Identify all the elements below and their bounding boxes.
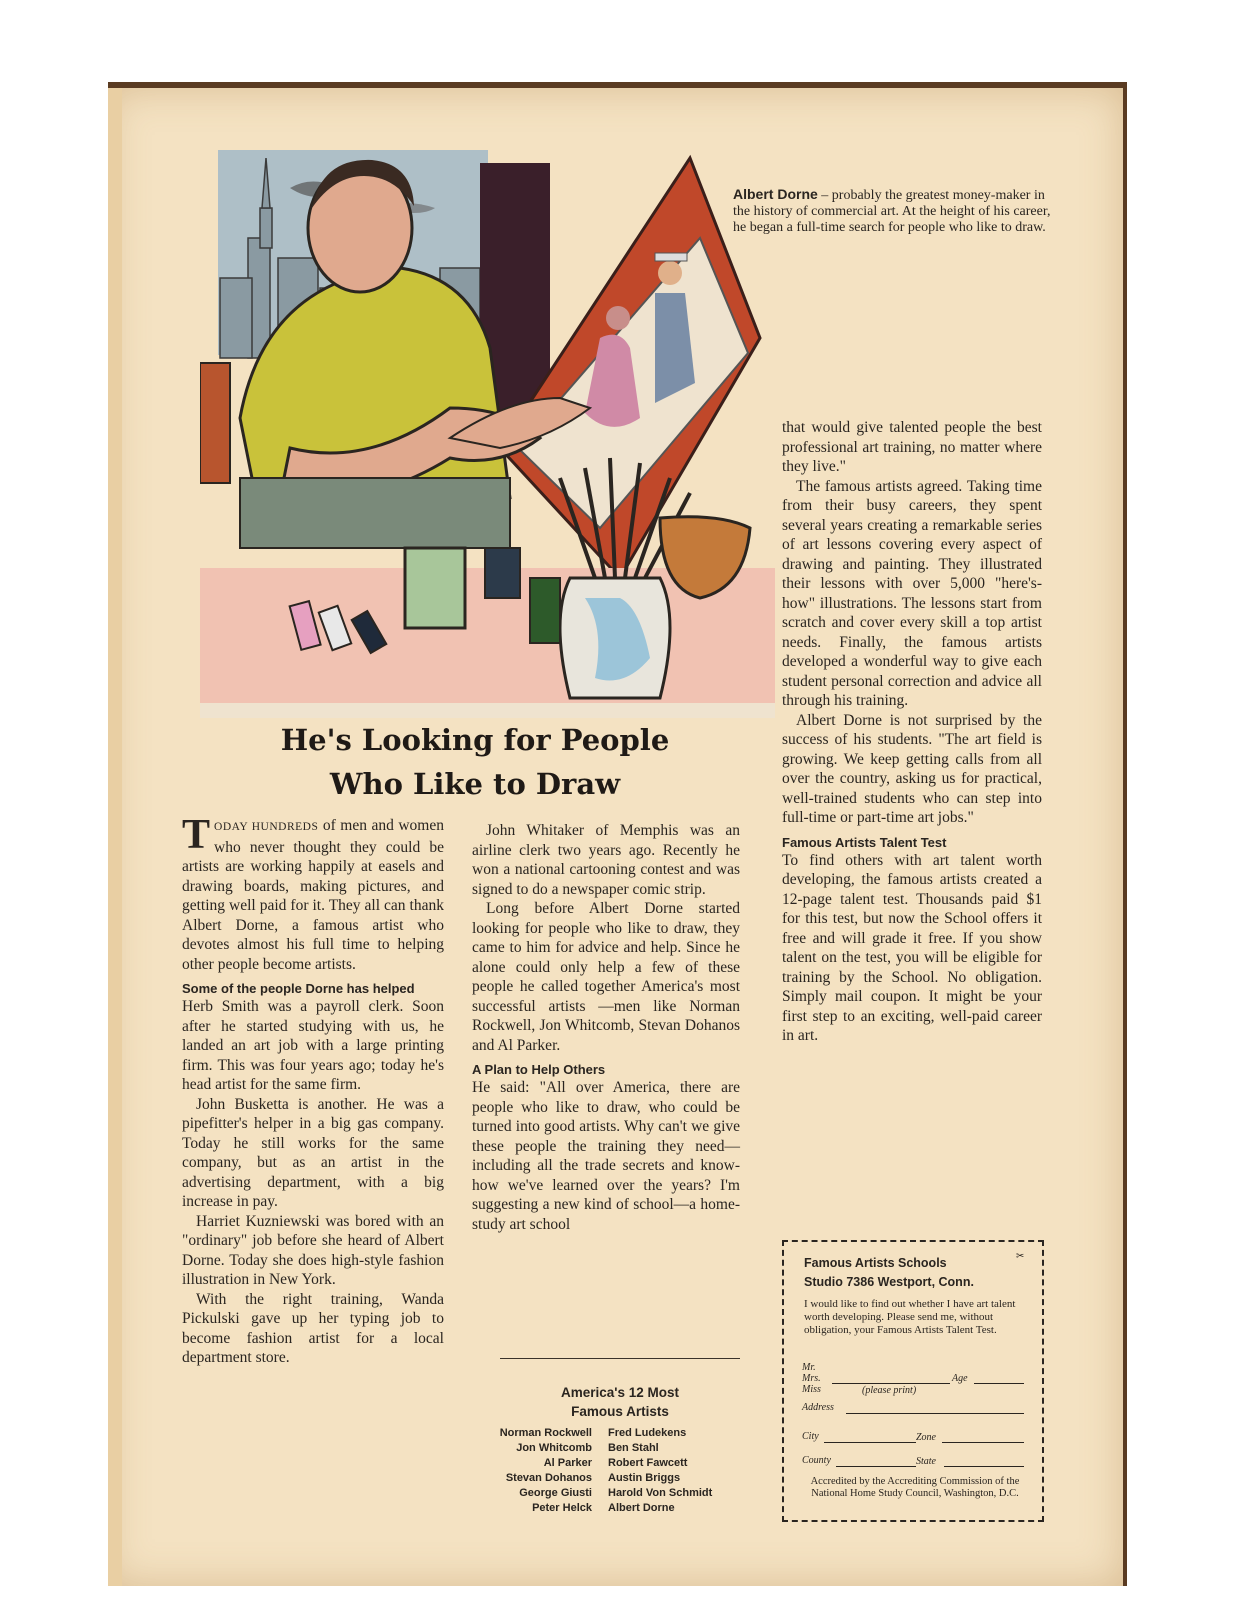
- artist-name: Austin Briggs: [608, 1472, 681, 1484]
- subhead-plan: A Plan to Help Others: [472, 1062, 606, 1077]
- text-column-3: [782, 418, 1042, 1046]
- famous-artists-title: [505, 1383, 735, 1421]
- caption-name: Albert Dorne: [733, 186, 818, 202]
- paragraph-wanda: With the right training, Wanda Pickulski gave up her typing job to become fashion artist for a local department store.: [182, 1290, 444, 1366]
- coupon-school-name: Famous Artists Schools: [804, 1256, 947, 1270]
- subhead-talent-test: Famous Artists Talent Test: [782, 834, 947, 850]
- paragraph-john-whitaker: John Whitaker of Memphis was an airline clerk two years ago. Recently he won a national cartooning contest and was signed to do a newspaper comic strip.: [472, 822, 740, 898]
- illustration-caption: [733, 186, 1063, 236]
- artist-name: Ben Stahl: [608, 1442, 659, 1454]
- ad-headline: [240, 718, 710, 806]
- address-field-line[interactable]: [846, 1413, 1024, 1414]
- coupon-body-text: I would like to find out whether I have art talent worth developing. Please send me, without obligation, your Famous Artists Talent Test.: [804, 1298, 1016, 1336]
- drop-cap: T: [182, 812, 211, 858]
- artist-illustration: [200, 148, 775, 718]
- field-mrs-label: Mrs.: [802, 1373, 821, 1384]
- field-city-label: City: [802, 1431, 819, 1442]
- paragraph-talent-test: To find others with art talent worth developing, the famous artists created a 12-page talent test. Thousands paid $1 for this test, but now the School offers it free and will grade it free. If you show talent on the test, you will be eligible for training by the School. No obligation. Simply mail coupon. It might be your first step to an exciting, well-paid career in art.: [782, 851, 1042, 1044]
- field-county-label: County: [802, 1455, 831, 1466]
- field-zone-label: Zone: [916, 1432, 936, 1443]
- zone-field-line[interactable]: [942, 1442, 1024, 1443]
- artist-name: George Giusti: [519, 1487, 592, 1499]
- artist-name: Al Parker: [543, 1457, 592, 1469]
- lead-small-caps: ODAY HUNDREDS: [214, 821, 319, 833]
- intro-rest: of men and women who never thought they could be artists are working happily at easels and drawing boards, making pictures, and getting well paid for it. They all can thank Albert Dorne, a famous artist who devotes almost his full time to helping other people become artists.: [182, 817, 444, 973]
- intro-paragraph: [182, 812, 444, 974]
- mail-coupon: [782, 1240, 1044, 1522]
- paragraph-john-busketta: John Busketta is another. He was a pipefitter's helper in a big gas company. Today he still works for the same company, but as an artist in the advertising department, with a big increase in pay.: [182, 1095, 444, 1210]
- paragraph-long-before: Long before Albert Dorne started looking for people who like to draw, they came to him for advice and help. Since he alone could only help a few of these people he called together America's most successful artists —men like Norman Rockwell, Jon Whitcomb, Stevan Dohanos and Al Parker.: [472, 900, 740, 1054]
- field-miss-label: Miss: [802, 1384, 821, 1395]
- famous-title-line-2: Famous Artists: [571, 1404, 669, 1419]
- subhead-people-helped: Some of the people Dorne has helped: [182, 981, 415, 996]
- state-field-line[interactable]: [944, 1466, 1024, 1467]
- field-address-label: Address: [802, 1402, 834, 1413]
- paragraph-he-said: He said: "All over America, there are people who like to draw, who could be turned into good artists. Why can't we give these people the training they need—including all the trade secrets and know-how we've learned over the years? I'm suggesting a new kind of school—a home-study art school: [472, 1079, 740, 1233]
- artist-name: Fred Ludekens: [608, 1427, 687, 1439]
- paragraph-herb-smith: Herb Smith was a payroll clerk. Soon after he started studying with us, he landed an art job with a large printing firm. This was four years ago; today he's head artist for the same firm.: [182, 998, 444, 1093]
- accreditation-text: Accredited by the Accrediting Commission of the National Home Study Council, Washington, D.C.: [810, 1476, 1020, 1499]
- scissors-icon: ✂: [1016, 1251, 1025, 1262]
- famous-title-line-1: America's 12 Most: [560, 1385, 679, 1400]
- field-print-note: (please print): [862, 1385, 917, 1396]
- artist-name: Jon Whitcomb: [516, 1442, 592, 1454]
- headline-line-2: Who Like to Draw: [329, 767, 621, 801]
- paragraph-harriet: Harriet Kuzniewski was bored with an "ordinary" job before she heard of Albert Dorne. Today she does high-style fashion illustration in New York.: [182, 1212, 444, 1288]
- headline-line-1: He's Looking for People: [280, 723, 670, 757]
- coupon-studio-address: Studio 7386 Westport, Conn.: [804, 1275, 974, 1289]
- field-age-label: Age: [952, 1373, 968, 1384]
- artist-name: Peter Helck: [532, 1502, 592, 1514]
- divider-rule: [500, 1358, 740, 1359]
- county-field-line[interactable]: [836, 1466, 916, 1467]
- artist-name: Robert Fawcett: [608, 1457, 688, 1469]
- city-field-line[interactable]: [824, 1442, 916, 1443]
- paragraph-continued: that would give talented people the best professional art training, no matter where they live.": [782, 419, 1042, 475]
- text-column-2: [472, 821, 740, 1234]
- text-column-1: [182, 812, 444, 1368]
- field-mr-label: Mr.: [802, 1362, 816, 1373]
- artist-name: Albert Dorne: [608, 1502, 675, 1514]
- name-field-line[interactable]: [832, 1383, 950, 1384]
- paragraph-artists-agreed: The famous artists agreed. Taking time from their busy careers, they spent several years creating a remarkable series of art lessons covering every aspect of drawing and painting. They illustrated their lessons with over 5,000 "here's-how" illustrations. The lessons start from scratch and cover every skill a top artist needs. Finally, the famous artists developed a wonderful way to give each student personal correction and advice all through his training.: [782, 477, 1042, 709]
- field-state-label: State: [916, 1456, 936, 1467]
- artist-name: Harold Von Schmidt: [608, 1487, 713, 1499]
- artist-name: Stevan Dohanos: [505, 1472, 592, 1484]
- artist-name: Norman Rockwell: [499, 1427, 592, 1439]
- paragraph-not-surprised: Albert Dorne is not surprised by the success of his students. "The art field is growing. We keep getting calls from all over the country, asking us for practical, well-trained students who can step into full-time or part-time art jobs.": [782, 711, 1042, 826]
- coupon-header: [804, 1254, 974, 1292]
- age-field-line[interactable]: [974, 1383, 1024, 1384]
- artists-list-left: [470, 1426, 592, 1516]
- page-edge: [108, 88, 122, 1586]
- caption-text: – probably the greatest money-maker in the history of commercial art. At the height of his career, he began a full-time search for people who like to draw.: [733, 188, 1051, 235]
- artists-list-right: [608, 1426, 758, 1516]
